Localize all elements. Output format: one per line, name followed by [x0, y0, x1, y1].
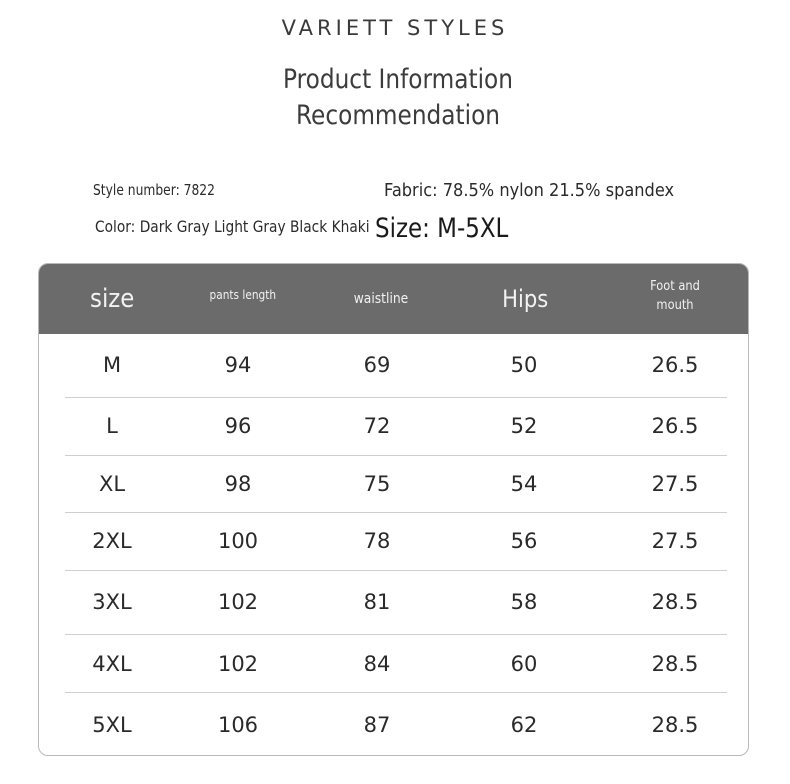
cell-waistline: 69 — [363, 353, 391, 377]
cell-foot-and-mouth: 27.5 — [651, 471, 699, 496]
cell-waistline: 87 — [363, 712, 391, 737]
cell-pants-length: 102 — [217, 590, 259, 614]
cell-hips: 52 — [510, 413, 538, 438]
cell-size: L — [106, 413, 118, 438]
cell-pants-length: 102 — [217, 651, 259, 676]
style-number: Style number: 7822 — [93, 181, 215, 199]
cell-size: M — [102, 353, 122, 377]
table-header — [39, 264, 748, 334]
cell-size: 3XL — [92, 590, 132, 614]
brand-name: VARIETT STYLES — [281, 16, 509, 40]
size-range: Size: M-5XL — [375, 213, 509, 244]
cell-pants-length: 94 — [224, 353, 252, 377]
column-header-waistline: waistline — [353, 291, 409, 307]
color-info: Color: Dark Gray Light Gray Black Khaki — [95, 217, 370, 236]
row-divider — [65, 692, 727, 693]
table-row — [39, 396, 748, 455]
row-divider — [65, 570, 727, 571]
cell-size: XL — [98, 471, 126, 496]
cell-hips: 60 — [510, 651, 538, 676]
cell-pants-length: 98 — [224, 471, 252, 496]
table-row — [39, 634, 748, 693]
cell-hips: 56 — [510, 529, 538, 553]
cell-size: 2XL — [92, 529, 132, 553]
cell-foot-and-mouth: 26.5 — [651, 353, 699, 377]
cell-hips: 58 — [510, 590, 538, 614]
table-row — [39, 693, 748, 756]
cell-waistline: 84 — [363, 651, 391, 676]
page-title-line-2: Recommendation — [295, 100, 501, 131]
cell-waistline: 75 — [363, 471, 391, 496]
fabric-info: Fabric: 78.5% nylon 21.5% spandex — [384, 180, 675, 201]
cell-waistline: 81 — [363, 590, 391, 614]
table-row — [39, 455, 748, 512]
cell-waistline: 72 — [363, 413, 391, 438]
row-divider — [65, 512, 727, 513]
cell-hips: 62 — [510, 712, 538, 737]
row-divider — [65, 455, 727, 456]
column-header-pants-length: pants length — [209, 288, 277, 302]
row-divider — [65, 634, 727, 635]
row-divider — [65, 397, 727, 398]
cell-pants-length: 106 — [217, 712, 259, 737]
cell-hips: 50 — [510, 353, 538, 377]
table-row — [39, 512, 748, 570]
table-row — [39, 570, 748, 634]
cell-foot-and-mouth: 27.5 — [651, 529, 699, 553]
column-header-foot-and-mouth: Foot and mouth — [650, 279, 700, 313]
column-header-hips: Hips — [501, 285, 549, 313]
cell-size: 4XL — [92, 651, 132, 676]
cell-size: 5XL — [92, 712, 132, 737]
cell-hips: 54 — [510, 471, 538, 496]
cell-pants-length: 100 — [217, 529, 259, 553]
cell-pants-length: 96 — [224, 413, 252, 438]
column-header-size: size — [89, 284, 135, 314]
cell-waistline: 78 — [363, 529, 391, 553]
size-chart-table — [38, 263, 749, 756]
cell-foot-and-mouth: 28.5 — [651, 651, 699, 676]
page-title-line-1: Product Information — [283, 64, 513, 95]
cell-foot-and-mouth: 26.5 — [651, 413, 699, 438]
cell-foot-and-mouth: 28.5 — [651, 590, 699, 614]
table-row — [39, 334, 748, 396]
cell-foot-and-mouth: 28.5 — [651, 712, 699, 737]
